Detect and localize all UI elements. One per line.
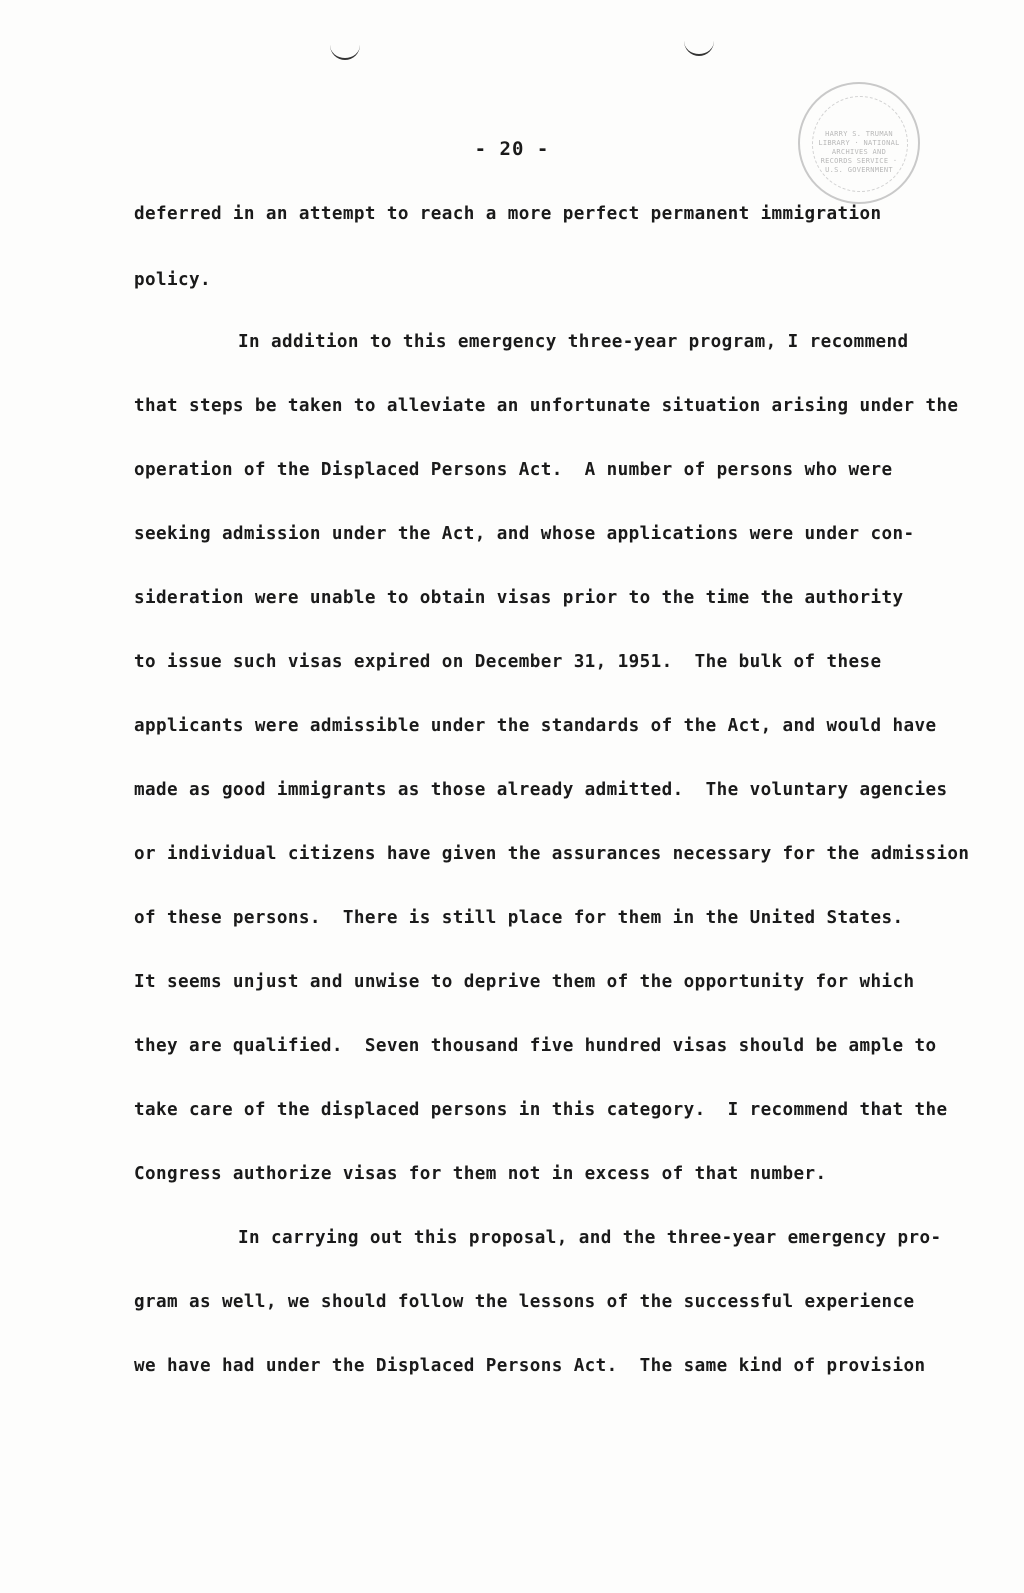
text-line: Congress authorize visas for them not in excess of that number. [134, 1164, 827, 1184]
text-line: seeking admission under the Act, and whose applications were under con- [134, 524, 915, 544]
text-line: of these persons. There is still place for them in the United States. [134, 908, 904, 928]
text-line: deferred in an attempt to reach a more perfect permanent immigration [134, 204, 882, 224]
paragraph-start-line: In addition to this emergency three-year program, I recommend [238, 332, 909, 352]
punch-hole-mark-right [684, 40, 714, 56]
text-line: take care of the displaced persons in this category. I recommend that the [134, 1100, 948, 1120]
text-line: operation of the Displaced Persons Act. A number of persons who were [134, 460, 893, 480]
text-line: to issue such visas expired on December 31, 1951. The bulk of these [134, 652, 882, 672]
text-line: that steps be taken to alleviate an unfortunate situation arising under the [134, 396, 959, 416]
text-line: applicants were admissible under the standards of the Act, and would have [134, 716, 937, 736]
text-line: made as good immigrants as those already admitted. The voluntary agencies [134, 780, 948, 800]
text-line: or individual citizens have given the assurances necessary for the admission [134, 844, 970, 864]
text-line: gram as well, we should follow the lessons of the successful experience [134, 1292, 915, 1312]
text-line: policy. [134, 270, 211, 290]
archive-stamp-text: HARRY S. TRUMAN LIBRARY · NATIONAL ARCHIVES AND RECORDS SERVICE · U.S. GOVERNMENT [818, 130, 900, 174]
punch-hole-mark-left [330, 44, 360, 60]
text-line: they are qualified. Seven thousand five hundred visas should be ample to [134, 1036, 937, 1056]
text-line: we have had under the Displaced Persons Act. The same kind of provision [134, 1356, 926, 1376]
page-number: - 20 - [474, 138, 550, 160]
text-line: It seems unjust and unwise to deprive them of the opportunity for which [134, 972, 915, 992]
paragraph-start-line: In carrying out this proposal, and the three-year emergency pro- [238, 1228, 942, 1248]
text-line: sideration were unable to obtain visas prior to the time the authority [134, 588, 904, 608]
